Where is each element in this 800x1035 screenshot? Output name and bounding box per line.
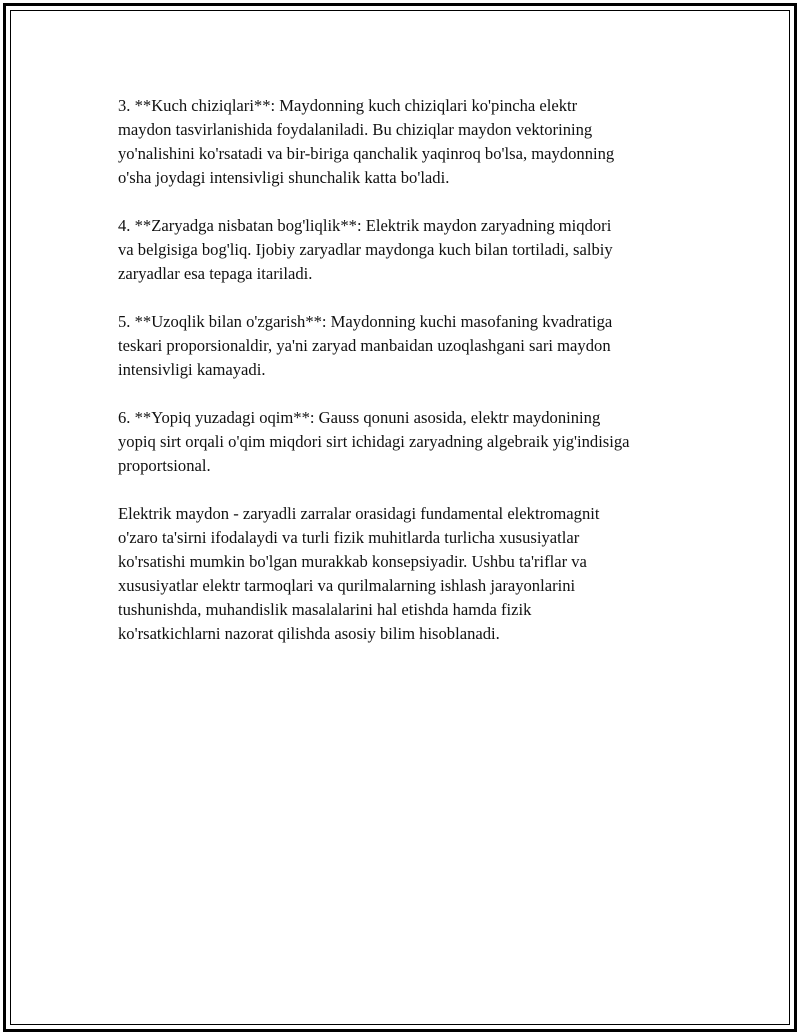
paragraph-yopiq-yuzadagi-oqim: 6. **Yopiq yuzadagi oqim**: Gauss qonuni asosida, elektr maydonining yopiq sirt orqali o'qim miqdori sirt ichidagi zaryadning algebraik yig'indisiga proportsional. bbox=[118, 408, 630, 475]
paragraph-kuch-chiziqlari: 3. **Kuch chiziqlari**: Maydonning kuch chiziqlari ko'pincha elektr maydon tasvirlanishida foydalaniladi. Bu chiziqlar maydon vektorining yo'nalishini ko'rsatadi va bir-biriga qanchalik yaqinroq bo'lsa, maydonning o'sha joydagi intensivligi shunchalik katta bo'ladi. bbox=[118, 96, 615, 187]
document-body bbox=[118, 94, 703, 670]
paragraph-conclusion: Elektrik maydon - zaryadli zarralar orasidagi fundamental elektromagnit o'zaro ta'sirni ifodalaydi va turli fizik muhitlarda turlicha xususiyatlar ko'rsatishi mumkin bo'lgan murakkab konsepsiyadir. Ushbu ta'riflar va xususiyatlar elektr tarmoqlari va qurilmalarning ishlash jarayonlarini tushunishda, muhandislik masalalarini hal etishda hamda fizik ko'rsatkichlarni nazorat qilishda asosiy bilim hisoblanadi. bbox=[118, 504, 600, 643]
paragraph-zaryadga-bogliqlik: 4. **Zaryadga nisbatan bog'liqlik**: Elektrik maydon zaryadning miqdori va belgisiga bog'liq. Ijobiy zaryadlar maydonga kuch bilan tortiladi, salbiy zaryadlar esa tepaga itariladi. bbox=[118, 216, 613, 283]
paragraph-uzoqlik-bilan-ozgarish: 5. **Uzoqlik bilan o'zgarish**: Maydonning kuchi masofaning kvadratiga teskari proporsionaldir, ya'ni zaryad manbaidan uzoqlashgani sari maydon intensivligi kamayadi. bbox=[118, 312, 613, 379]
